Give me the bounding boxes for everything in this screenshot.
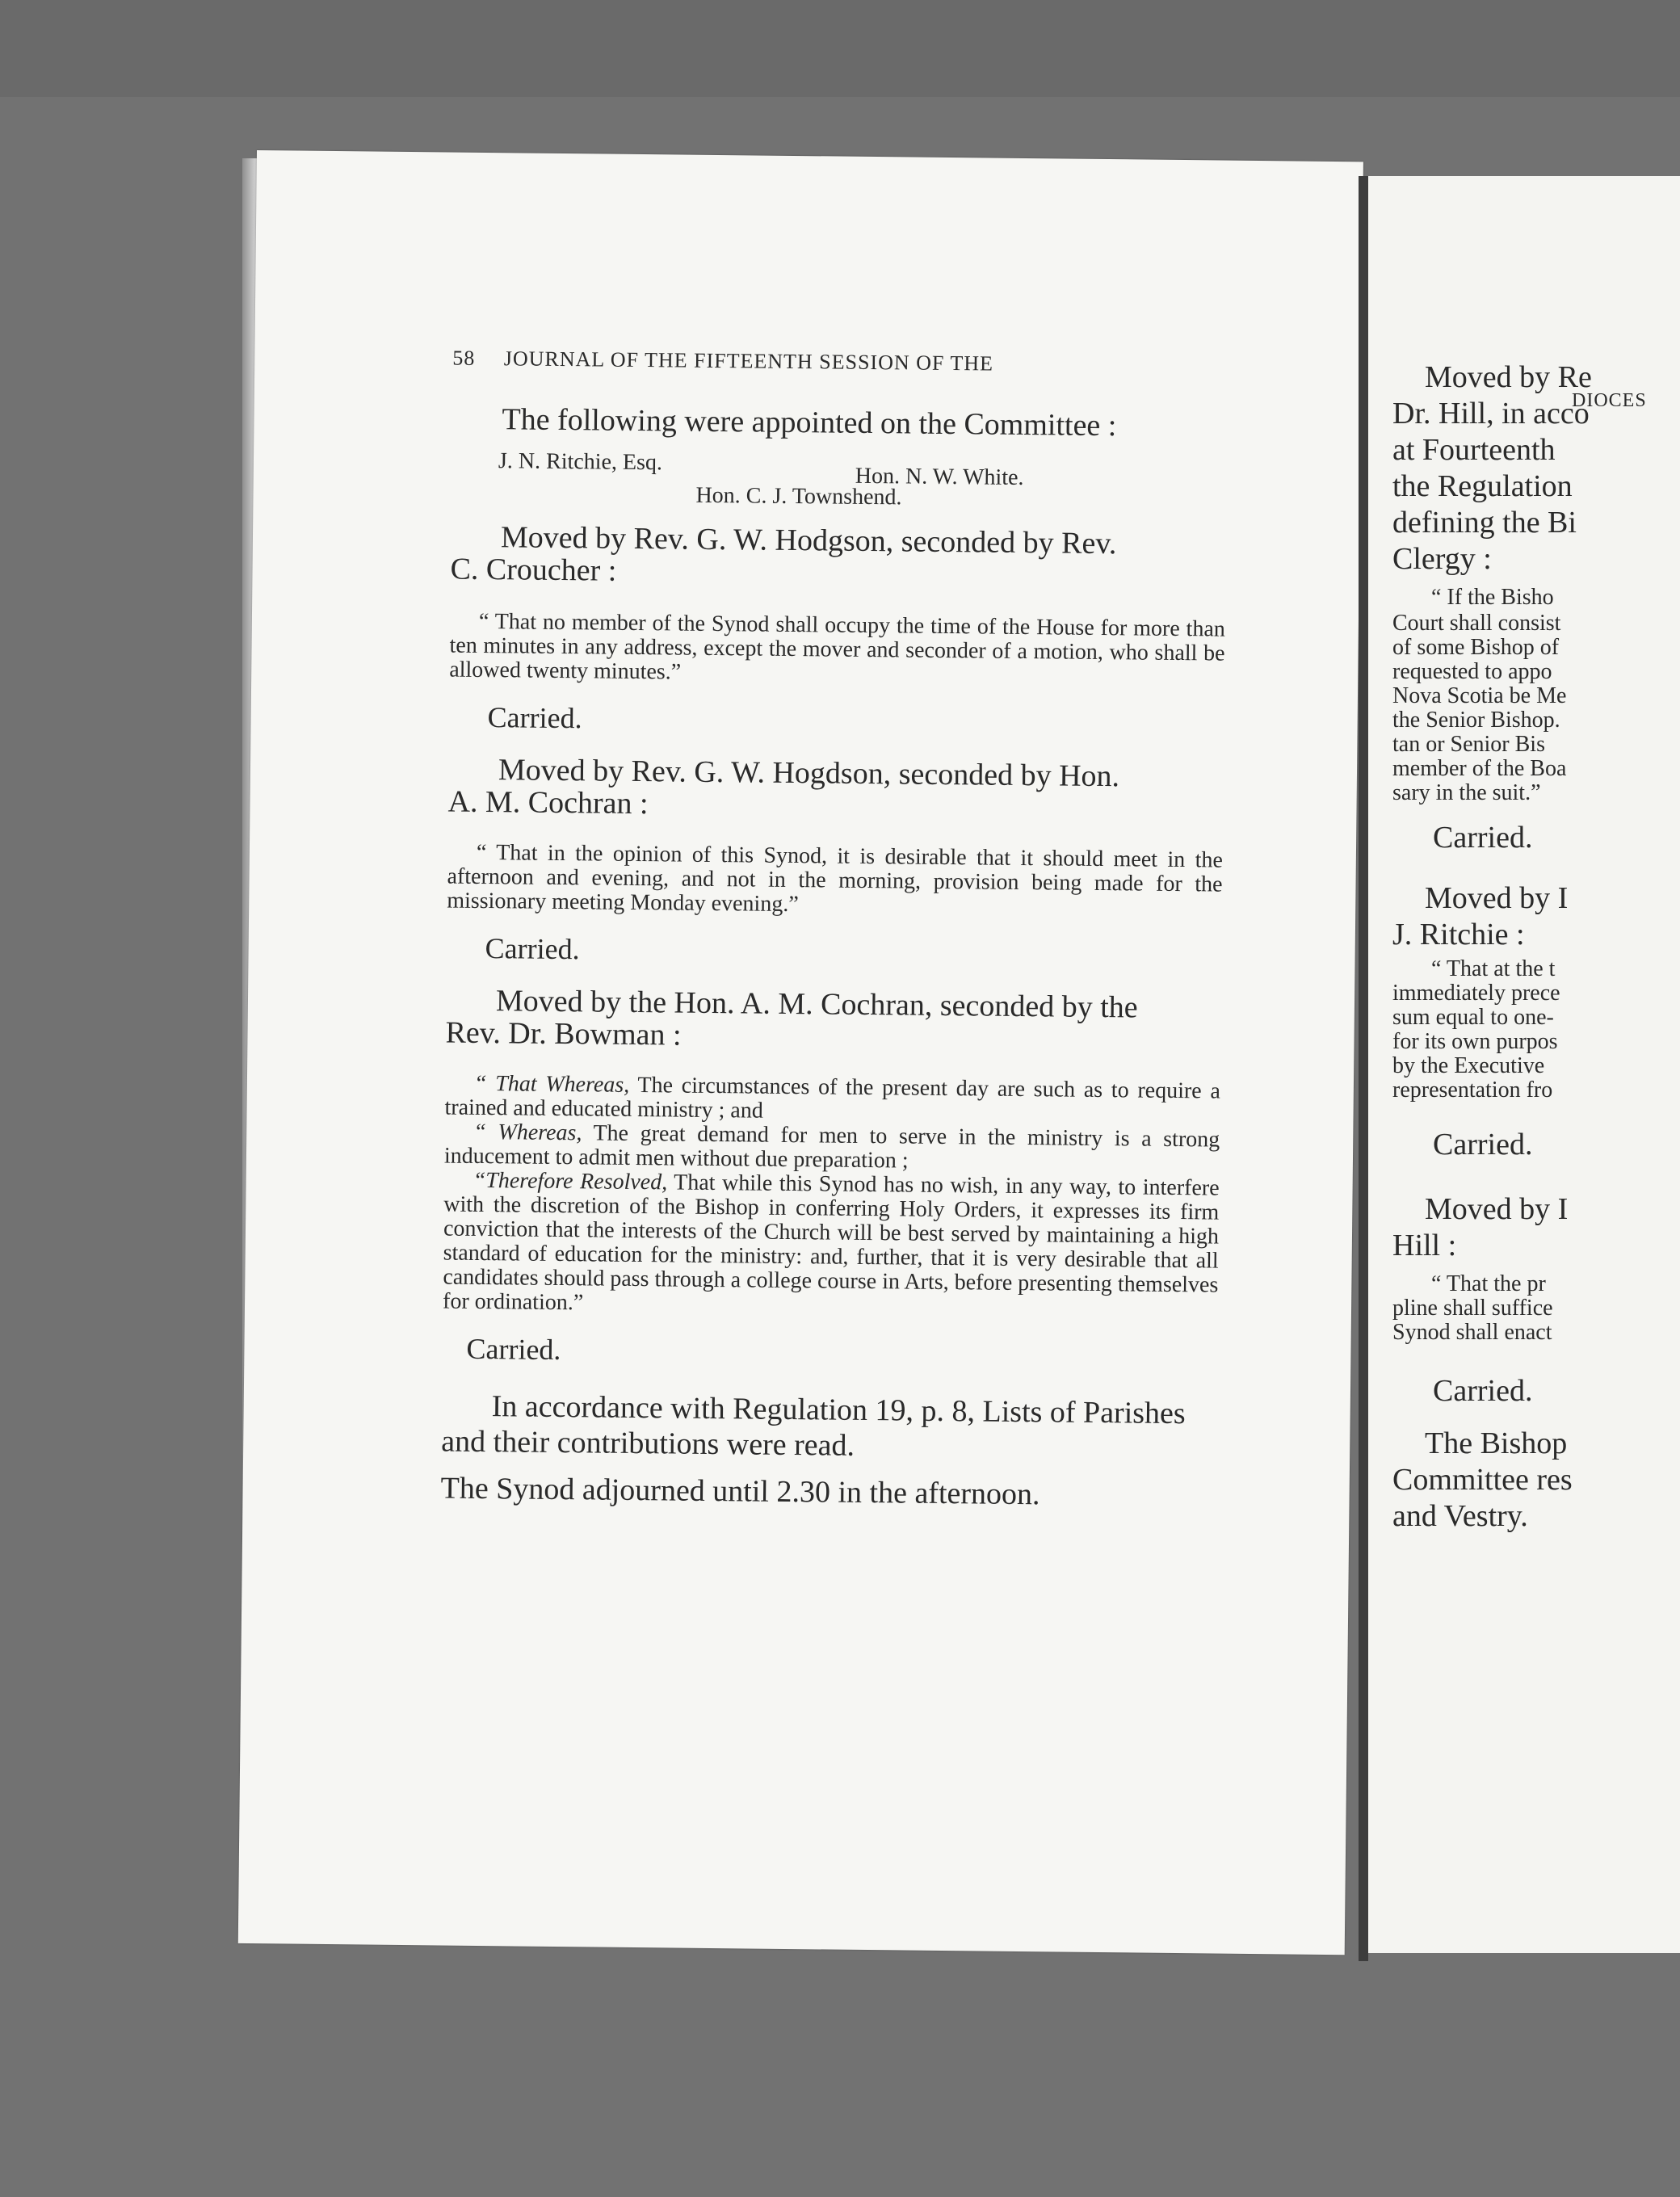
resolution-quote [449,610,1225,691]
left-page-content [440,347,1228,1514]
resolution-text: That while this Synod has no wish, in any way, to interfere with the discretion of the Bishop in conferring Holy Orders, it expresses its firm conviction that the interests of the Church will be best served by maintaining a high standard of education for the ministry: and, further, that it is very desirable that all candidates should pass through a college course in Arts, before presenting themselves for ordination.” [442,1170,1220,1316]
regulation-paragraph: In accordance with Regulation 19, p. 8, Lists of Parishes and their contributions were read. [441,1389,1186,1463]
resolution-text: The great demand for men to serve in the ministry is a strong inducement to admit men without due preparation ; [443,1120,1220,1174]
right-page-line: Synod shall enact [1392,1320,1552,1345]
scanner-background [0,0,1680,97]
running-header [452,347,1228,379]
resolution-emphasis: “ Whereas, [473,1119,582,1146]
right-page-line: representation fro [1392,1077,1553,1103]
right-page-line: by the Executive [1392,1053,1545,1078]
resolution-quote [443,1072,1220,1322]
running-head: DIOCES [1572,390,1647,411]
right-page-line: pline shall suffice [1392,1296,1553,1321]
right-page-line: the Regulation [1392,469,1573,503]
right-page-line: “ That at the t [1431,956,1556,981]
right-page-line: member of the Boa [1392,756,1567,781]
resolution-text: “ That in the opinion of this Synod, it is desirable that it should meet in the afternoon and evening, and not in the morning, provision being made for the missionary meeting Monday evening.” [447,839,1224,918]
carried-label: Carried. [466,1332,561,1367]
book-gutter [1359,176,1368,1961]
right-page-line: the Senior Bishop. [1392,708,1560,733]
right-page-line: Hill : [1392,1229,1457,1262]
right-page-line: at Fourteenth [1392,433,1556,467]
committee-member: Hon. C. J. Townshend. [695,482,902,510]
adjournment-paragraph: The Synod adjourned until 2.30 in the afternoon. [440,1471,1040,1512]
right-page-line: for its own purpos [1392,1029,1558,1054]
committee-members [451,448,1227,513]
right-page-line: Court shall consist [1392,611,1561,636]
right-page-line: sum equal to one- [1392,1005,1554,1030]
resolution-text: The circumstances of the present day are such as to require a trained and educated ministry ; and [444,1072,1221,1124]
right-page-line: Nova Scotia be Me [1392,683,1567,708]
right-page-line: “ That the pr [1431,1271,1546,1296]
committee-member: Hon. N. W. White. [855,463,1024,490]
resolution-paragraph [443,1168,1220,1321]
right-page-line: J. Ritchie : [1392,918,1525,951]
right-page-line: Dr. Hill, in acco [1392,397,1590,431]
right-page-line: Moved by I [1425,1192,1569,1226]
right-page-line: Committee res [1392,1463,1573,1497]
motion-lead-text: Moved by Rev. G. W. Hodgson, seconded by Rev. [500,520,1117,561]
right-page-line: Carried. [1433,821,1533,855]
carried-label: Carried. [485,932,580,966]
right-page-line: Moved by I [1425,881,1569,915]
motion-lead-cont: A. M. Cochran : [447,784,649,821]
motion-lead-text: Moved by Rev. G. W. Hogdson, seconded by Hon. [498,753,1120,794]
right-page-line: sary in the suit.” [1392,780,1541,805]
right-page-line: and Vestry. [1392,1499,1528,1533]
right-page-line: tan or Senior Bis [1392,732,1545,757]
carried-label: Carried. [487,701,582,735]
left-page [238,150,1363,1955]
right-page-line: requested to appo [1392,659,1552,684]
right-page [1368,176,1680,1953]
right-page-line: defining the Bi [1392,506,1577,540]
resolution-emphasis: “Therefore Resolved, [472,1167,668,1195]
right-page-line: Moved by Re [1425,360,1592,394]
motion-lead-text: Moved by the Hon. A. M. Cochran, seconded by the [495,984,1138,1025]
committee-intro: The following were appointed on the Committee : [502,402,1117,443]
motion-lead-cont: Rev. Dr. Bowman : [445,1015,682,1052]
resolution-emphasis: “ That Whereas, [473,1070,630,1098]
resolution-quote [447,841,1223,922]
right-page-line: immediately prece [1392,981,1560,1006]
right-page-line: The Bishop [1425,1426,1568,1460]
right-page-line: Carried. [1433,1374,1533,1408]
resolution-text: “ That no member of the Synod shall occupy the time of the House for more than ten minutes in any address, except the mover and seconder of a motion, who shall be allowed twenty minutes.” [449,608,1226,685]
page-number: 58 [452,346,476,370]
right-page-line: “ If the Bisho [1431,585,1554,610]
right-page-line: Carried. [1433,1128,1533,1162]
right-page-line: Clergy : [1392,542,1492,576]
committee-member: J. N. Ritchie, Esq. [498,448,663,476]
running-head: JOURNAL OF THE FIFTEENTH SESSION OF THE [503,347,994,376]
right-page-line: of some Bishop of [1392,635,1560,660]
motion-lead-cont: C. Croucher : [450,552,617,588]
